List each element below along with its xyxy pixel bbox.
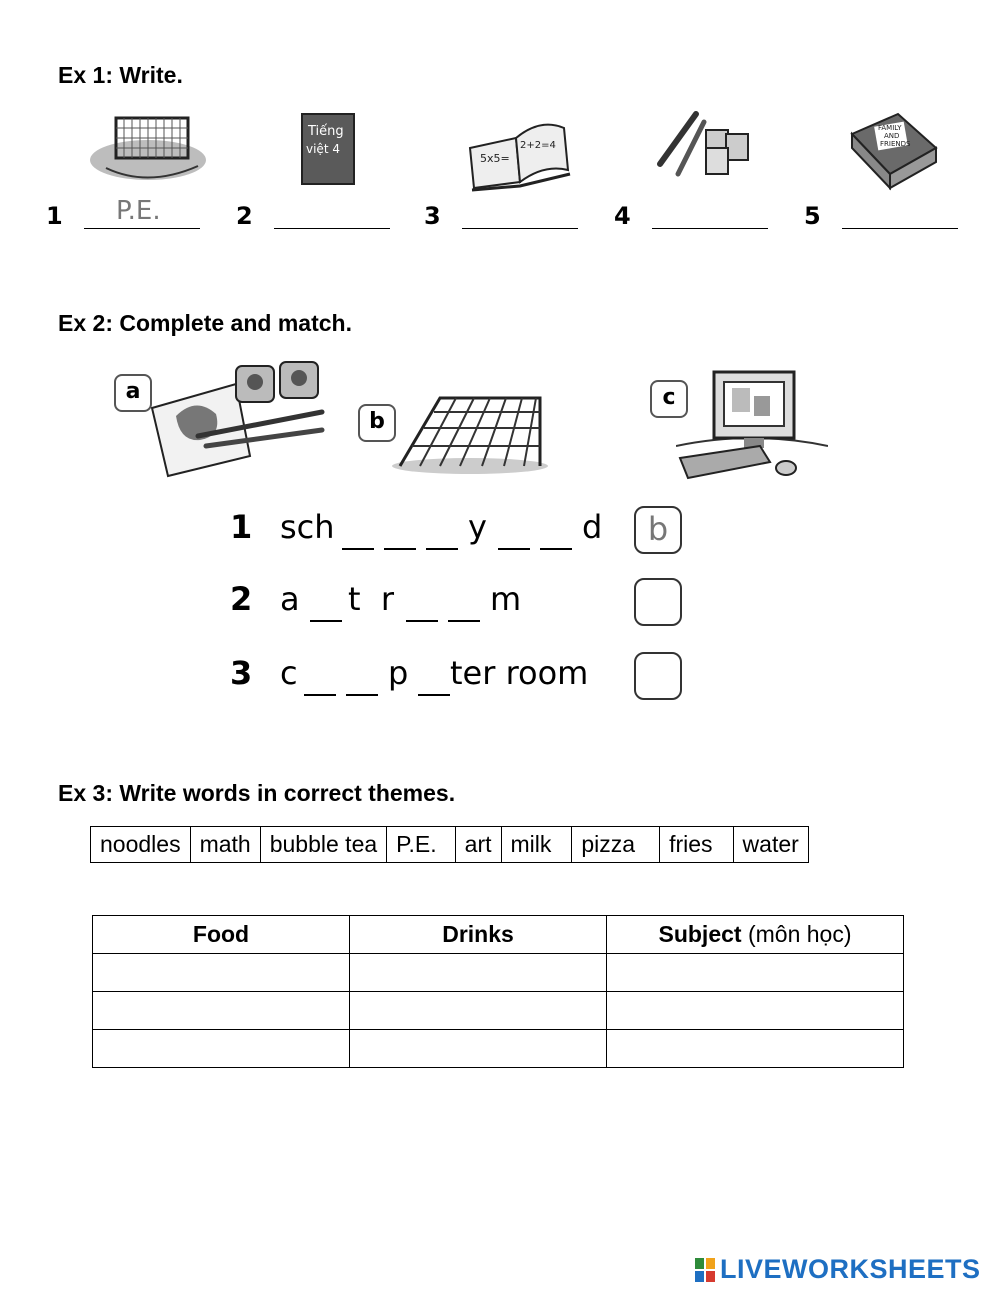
match-box[interactable] (634, 652, 682, 700)
svg-text:Tiếng: Tiếng (308, 124, 344, 139)
liveworksheets-logo-mark-icon (694, 1257, 716, 1283)
match-box[interactable]: b (634, 506, 682, 554)
word-part: sch (280, 508, 335, 546)
letter-blank[interactable] (310, 620, 342, 622)
answer-cell[interactable] (350, 1030, 607, 1068)
letter-blank[interactable] (426, 548, 458, 550)
ex1-answer-field[interactable] (652, 198, 768, 229)
picture-tag-a: a (114, 374, 152, 412)
logo-square (694, 1257, 705, 1270)
svg-text:FAMILY: FAMILY (878, 124, 902, 132)
word-part: d (582, 508, 603, 546)
letter-blank[interactable] (498, 548, 530, 550)
column-subject-label: Subject (658, 921, 742, 947)
letter-blank[interactable] (342, 548, 374, 550)
word-bank-item: milk (501, 827, 572, 863)
logo-text: LIVEWORKSHEETS (720, 1254, 981, 1284)
letter-blank[interactable] (418, 694, 450, 696)
answer-cell[interactable] (607, 992, 904, 1030)
ex2-row-2 (230, 580, 650, 630)
word-part: p (388, 654, 409, 692)
word-bank-item: water (733, 827, 808, 863)
logo-square (694, 1270, 705, 1283)
row-number: 1 (230, 508, 253, 546)
row-number: 2 (230, 580, 253, 618)
word-part: y (468, 508, 487, 546)
picture-tag-b: b (358, 404, 396, 442)
answer-cell[interactable] (607, 954, 904, 992)
tieng-viet-book-icon (296, 108, 360, 188)
word-bank-item: art (455, 827, 501, 863)
computer-icon (676, 366, 828, 482)
word-part: t r (348, 580, 395, 618)
svg-text:FRIENDS: FRIENDS (880, 140, 911, 148)
column-food: Food (93, 916, 350, 954)
ex2-row-1 (230, 508, 650, 558)
answer-cell[interactable] (93, 992, 350, 1030)
word-bank-item: bubble tea (260, 827, 386, 863)
letter-blank[interactable] (540, 548, 572, 550)
word-part: a (280, 580, 300, 618)
math-book-icon (464, 112, 574, 192)
word-bank-item: fries (660, 827, 733, 863)
letter-blank[interactable] (304, 694, 336, 696)
svg-text:việt 4: việt 4 (306, 142, 340, 156)
svg-text:AND: AND (884, 132, 900, 140)
row-number: 3 (230, 654, 253, 692)
letter-blank[interactable] (384, 548, 416, 550)
word-bank-item: P.E. (387, 827, 456, 863)
ex1-answer-field[interactable] (842, 198, 958, 229)
ex1-item-number: 1 (46, 202, 63, 230)
ex1-item-number: 4 (614, 202, 631, 230)
word-part: c (280, 654, 298, 692)
column-drinks: Drinks (350, 916, 607, 954)
family-and-friends-book-icon (846, 108, 942, 192)
paint-brushes-icon (650, 108, 754, 188)
themes-table (92, 915, 904, 1068)
word-bank-item: math (190, 827, 260, 863)
column-subject-note: (môn học) (747, 921, 852, 947)
ex3-heading: Ex 3: Write words in correct themes. (58, 780, 456, 806)
ex2-row-3 (230, 654, 650, 704)
ex1-item-number: 3 (424, 202, 441, 230)
match-box[interactable] (634, 578, 682, 626)
playground-climbing-frame-icon (390, 388, 550, 474)
logo-square (705, 1257, 716, 1270)
column-subject (607, 916, 904, 954)
answer-cell[interactable] (93, 954, 350, 992)
answer-cell[interactable] (93, 1030, 350, 1068)
ex2-heading: Ex 2: Complete and match. (58, 310, 352, 336)
answer-cell[interactable] (350, 954, 607, 992)
word-part: m (490, 580, 522, 618)
letter-blank[interactable] (346, 694, 378, 696)
answer-cell[interactable] (350, 992, 607, 1030)
picture-tag-c: c (650, 380, 688, 418)
painting-icon (146, 356, 330, 480)
ex1-heading: Ex 1: Write. (58, 62, 183, 88)
answer-cell[interactable] (607, 1030, 904, 1068)
word-bank-item: noodles (91, 827, 191, 863)
ex1-answer-field[interactable] (274, 198, 390, 229)
logo-square (705, 1270, 716, 1283)
ex1-answer-field[interactable] (462, 198, 578, 229)
letter-blank[interactable] (406, 620, 438, 622)
letter-blank[interactable] (448, 620, 480, 622)
liveworksheets-logo (694, 1254, 981, 1285)
soccer-goal-icon (88, 108, 218, 188)
word-part: ter room (450, 654, 589, 692)
ex1-item-number: 2 (236, 202, 253, 230)
svg-text:5x5=: 5x5= (480, 152, 510, 165)
word-bank-item: pizza (572, 827, 660, 863)
word-bank (90, 826, 809, 863)
svg-text:2+2=4: 2+2=4 (520, 140, 556, 151)
ex1-item-number: 5 (804, 202, 821, 230)
ex1-answer-text: P.E. (116, 196, 161, 226)
